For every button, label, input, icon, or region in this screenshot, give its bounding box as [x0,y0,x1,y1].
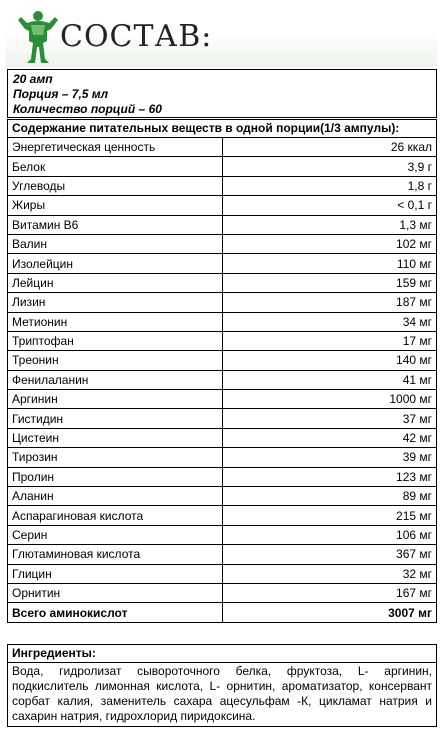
page-title: СОСТАВ: [60,19,213,54]
table-row [8,564,437,583]
ingredients-heading: Ингредиенты: [8,645,436,663]
nutrient-value: 187 мг [223,293,437,312]
nutrient-name: Глицин [8,564,223,583]
table-row [8,370,437,389]
table-row [8,583,437,602]
nutrient-name: Цистеин [8,428,223,447]
nutrient-name: Гистидин [8,409,223,428]
nutrient-value: 37 мг [223,409,437,428]
table-row [8,545,437,564]
serving-size: Порция – 7,5 мл [13,87,109,101]
nutrient-name: Метионин [8,312,223,331]
header-banner [5,5,437,67]
nutrient-name: Серин [8,525,223,544]
nutrient-name: Глютаминовая кислота [8,545,223,564]
table-row [8,487,437,506]
nutrient-name: Треонин [8,351,223,370]
nutrient-name: Аргинин [8,390,223,409]
table-row [8,351,437,370]
nutrient-name: Лизин [8,293,223,312]
nutrient-value: 1000 мг [223,390,437,409]
nutrient-value: 34 мг [223,312,437,331]
nutrient-value: 167 мг [223,583,437,602]
nutrient-name: Белок [8,157,223,176]
table-row [8,293,437,312]
nutrient-name: Орнитин [8,583,223,602]
nutrient-name: Лейцин [8,273,223,292]
nutrient-value: 39 мг [223,448,437,467]
nutrient-name: Углеводы [8,176,223,195]
nutrient-value: 89 мг [223,487,437,506]
table-row [8,234,437,253]
nutrient-name: Энергетическая ценность [8,138,223,157]
table-row [8,467,437,486]
table-row [8,196,437,215]
nutrient-name: Фенилаланин [8,370,223,389]
nutrient-value: < 0,1 г [223,196,437,215]
nutrient-value: 215 мг [223,506,437,525]
nutrient-value: 110 мг [223,254,437,273]
nutrient-value: 17 мг [223,331,437,350]
nutrition-table [7,119,437,623]
nutrient-value: 41 мг [223,370,437,389]
total-label: Всего аминокислот [8,603,223,622]
nutrient-name: Тирозин [8,448,223,467]
nutrient-value: 3,9 г [223,157,437,176]
nutrient-name: Аланин [8,487,223,506]
nutrient-value: 42 мг [223,428,437,447]
nutrient-name: Пролин [8,467,223,486]
nutrient-value: 1,8 г [223,176,437,195]
table-row [8,138,437,157]
nutrient-name: Витамин В6 [8,215,223,234]
table-row [8,448,437,467]
table-row [8,409,437,428]
nutrient-value: 1,3 мг [223,215,437,234]
nutrient-value: 367 мг [223,545,437,564]
nutrient-value: 123 мг [223,467,437,486]
nutrient-value: 140 мг [223,351,437,370]
nutrient-name: Аспарагиновая кислота [8,506,223,525]
table-row [8,428,437,447]
table-row [8,390,437,409]
servings-count: Количество порций – 60 [13,102,162,116]
table-row [8,215,437,234]
serving-info [7,69,437,118]
total-value: 3007 мг [223,603,437,622]
nutrient-name: Валин [8,234,223,253]
total-row [8,603,437,622]
ingredients-text: Вода, гидролизат сывороточного белка, фруктоза, L- аргинин, подкислитель лимонная кислота, L- орнитин, ароматизатор, консервант сорбат калия, заменитель сахара ацесульфам -К, цикламат натрия и сахарин натрия, гидрохлорид пиридоксина. [12,664,432,723]
ingredients-box [7,644,437,727]
table-row [8,331,437,350]
table-row [8,525,437,544]
table-row [8,254,437,273]
nutrient-value: 106 мг [223,525,437,544]
table-row [8,312,437,331]
nutrient-name: Триптофан [8,331,223,350]
table-row [8,157,437,176]
nutrient-value: 159 мг [223,273,437,292]
table-row [8,273,437,292]
table-heading-row [8,120,437,138]
nutrient-name: Жиры [8,196,223,215]
bodybuilder-logo-icon [17,9,59,65]
table-heading: Содержание питательных веществ в одной порции(1/3 ампулы): [8,120,437,138]
table-row [8,506,437,525]
nutrient-value: 32 мг [223,564,437,583]
ampoule-count: 20 амп [13,72,53,86]
table-row [8,176,437,195]
nutrient-name: Изолейцин [8,254,223,273]
nutrient-value: 26 ккал [223,138,437,157]
nutrient-value: 102 мг [223,234,437,253]
